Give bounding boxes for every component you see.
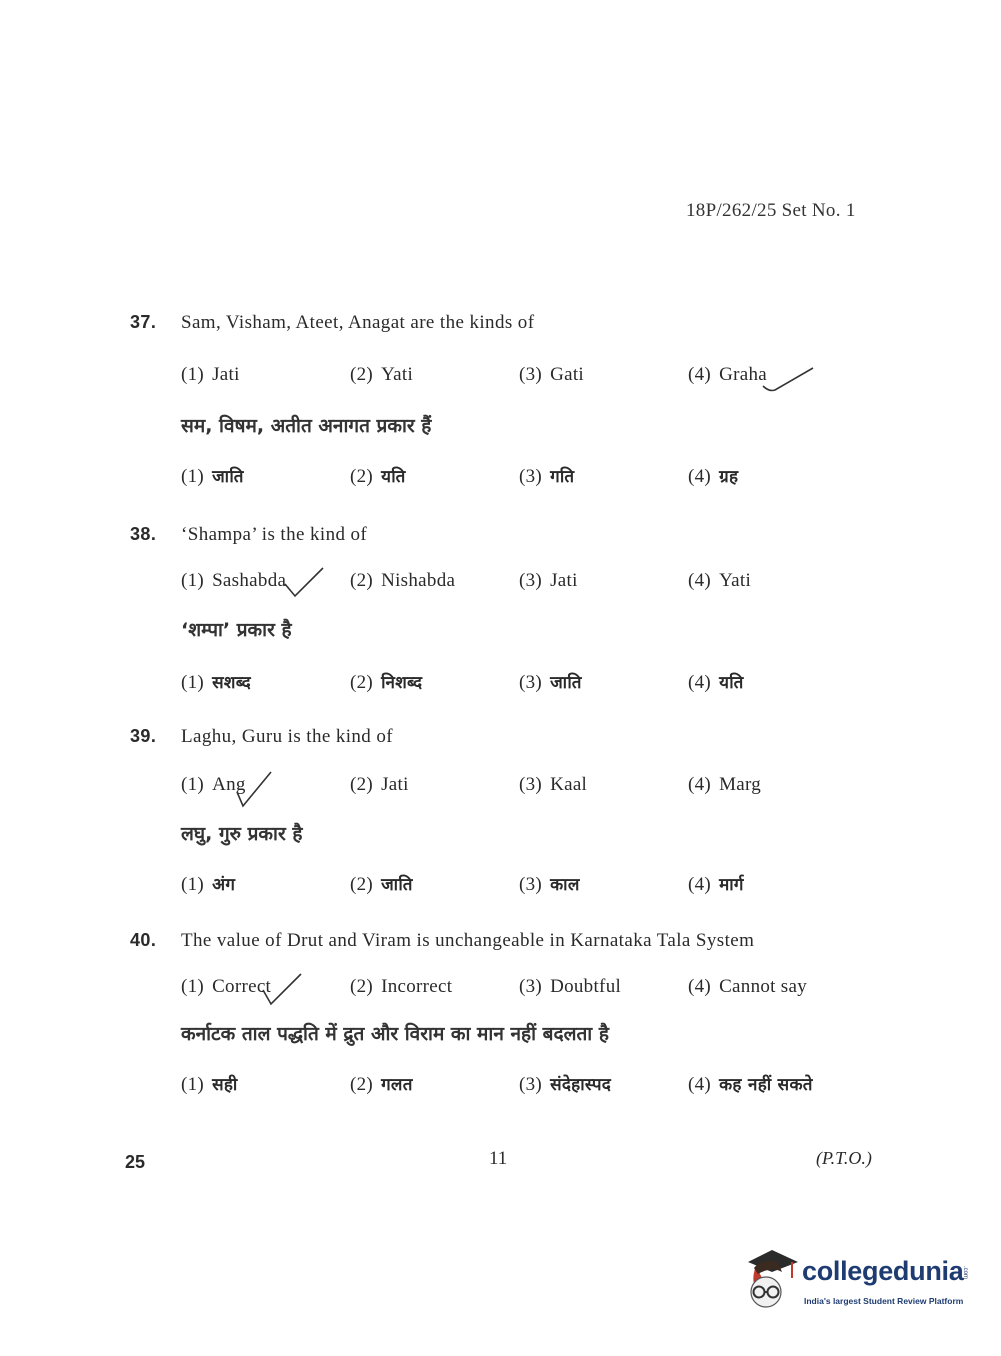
question-text-en: The value of Drut and Viram is unchangeable in Karnataka Tala System (181, 930, 755, 951)
option-2: (2) Incorrect (350, 976, 453, 997)
question-text-en: Sam, Visham, Ateet, Anagat are the kinds of (181, 312, 535, 333)
option-2: (2) Jati (350, 774, 409, 795)
question-number: 39. (130, 726, 157, 746)
option-4: (4) Yati (688, 570, 752, 591)
option-4: (4) यति (688, 672, 744, 693)
option-4: (4) Cannot say (688, 976, 808, 997)
question-text-hi: कर्नाटक ताल पद्धति में द्रुत और विराम का मान नहीं बदलता है (181, 1023, 609, 1045)
option-4: (4) मार्ग (688, 874, 744, 895)
option-3: (3) Kaal (519, 774, 588, 795)
option-1: (1) जाति (181, 466, 244, 487)
question-number: 40. (130, 930, 157, 950)
option-2: (2) निशब्द (350, 672, 423, 693)
option-3: (3) Jati (519, 570, 578, 591)
option-2: (2) यति (350, 466, 406, 487)
checkmark-icon (261, 972, 305, 1008)
question-text-en: Laghu, Guru is the kind of (181, 726, 393, 747)
logo-suffix: .com (962, 1266, 968, 1280)
option-2: (2) गलत (350, 1074, 413, 1095)
option-1: (1) अंग (181, 874, 236, 895)
checkmark-icon (761, 362, 821, 396)
checkmark-icon (233, 770, 273, 810)
option-2: (2) Nishabda (350, 570, 456, 591)
options-hi (181, 872, 881, 902)
booklet-code: 25 (125, 1152, 146, 1172)
option-4: (4) कह नहीं सकते (688, 1074, 813, 1095)
mascot-icon (742, 1248, 800, 1310)
options-hi (181, 670, 881, 700)
paper-code: 18P/262/25 Set No. 1 (686, 200, 856, 221)
question-text-en: ‘Shampa’ is the kind of (181, 524, 368, 545)
logo-tagline: India's largest Student Review Platform (804, 1296, 964, 1306)
question-text-hi: सम, विषम, अतीत अनागत प्रकार हैं (181, 415, 432, 437)
option-1: (1) सही (181, 1074, 238, 1095)
option-3: (3) Gati (519, 364, 584, 385)
collegedunia-logo (742, 1248, 972, 1314)
option-3: (3) जाति (519, 672, 582, 693)
question-text-hi: ‘शम्पा’ प्रकार है (181, 619, 292, 641)
option-3: (3) गति (519, 466, 575, 487)
logo-wordmark: collegedunia (802, 1256, 964, 1286)
checkmark-icon (283, 564, 327, 600)
option-3: (3) काल (519, 874, 580, 895)
options-en (181, 364, 881, 394)
options-en (181, 976, 881, 1006)
option-4: (4) Graha (688, 364, 767, 385)
page-number: 11 (489, 1148, 508, 1169)
question-number: 37. (130, 312, 157, 332)
options-en (181, 570, 881, 600)
option-2: (2) Yati (350, 364, 414, 385)
options-en (181, 774, 881, 804)
option-2: (2) जाति (350, 874, 413, 895)
question-number: 38. (130, 524, 157, 544)
option-3: (3) Doubtful (519, 976, 622, 997)
option-1: (1) Correct (181, 976, 272, 997)
options-hi (181, 464, 881, 494)
option-1: (1) Ang (181, 774, 246, 795)
option-4: (4) Marg (688, 774, 762, 795)
option-3: (3) संदेहास्पद (519, 1074, 612, 1095)
option-1: (1) Sashabda (181, 570, 287, 591)
options-hi (181, 1072, 881, 1102)
option-4: (4) ग्रह (688, 466, 739, 487)
option-1: (1) Jati (181, 364, 240, 385)
pto-note: (P.T.O.) (816, 1148, 872, 1168)
question-text-hi: लघु, गुरु प्रकार है (181, 823, 303, 845)
option-1: (1) सशब्द (181, 672, 252, 693)
